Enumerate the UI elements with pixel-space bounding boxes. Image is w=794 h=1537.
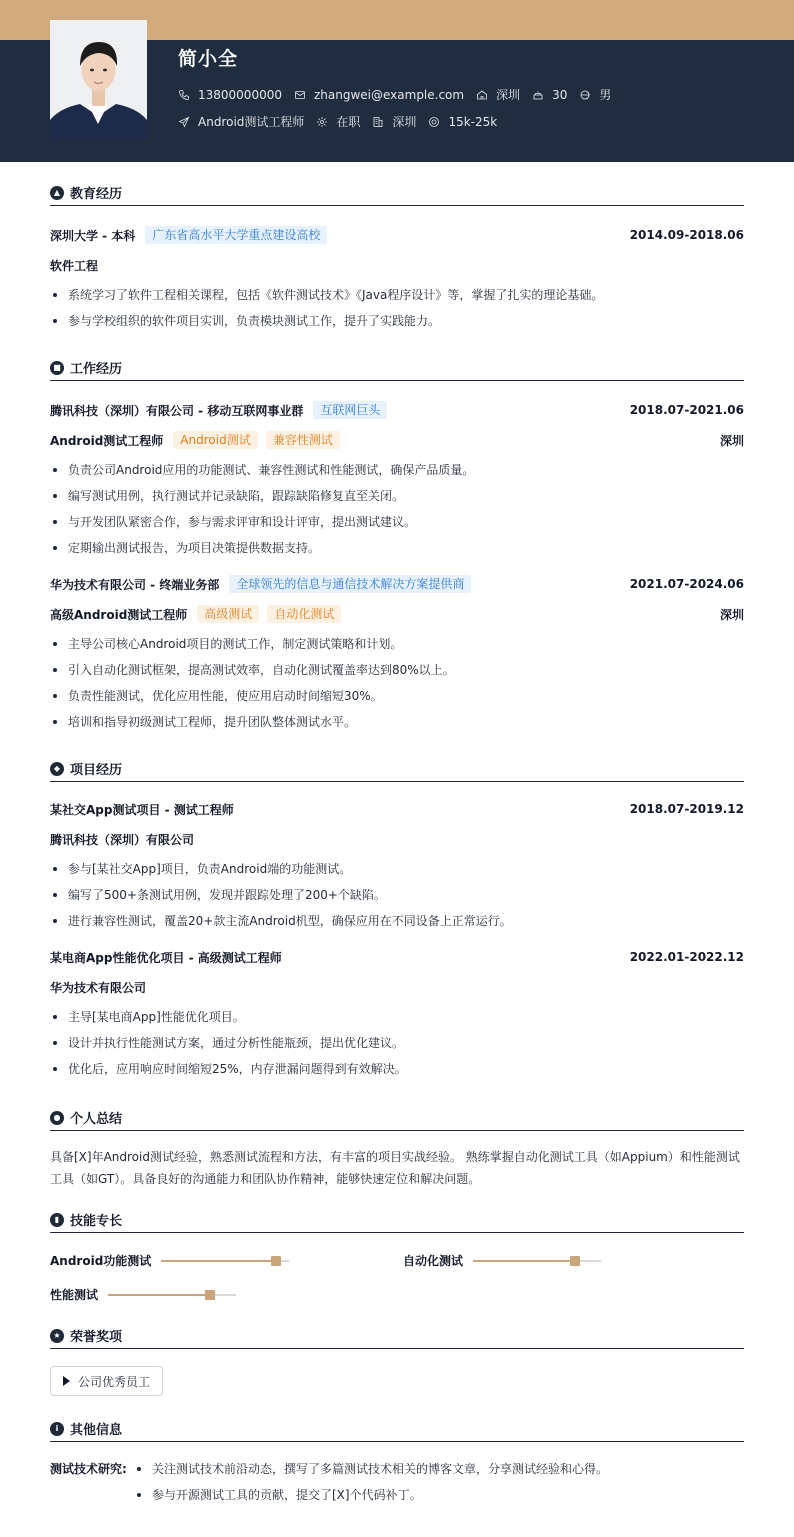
project-name: 某电商App性能优化项目 - 高级测试工程师 — [50, 950, 282, 965]
award-icon: ★ — [50, 1329, 64, 1343]
role-tag: Android测试 — [173, 431, 257, 449]
role-tag: 高级测试 — [197, 605, 259, 623]
project-date: 2018.07-2019.12 — [629, 802, 744, 816]
list-item: 参与[某社交App]项目，负责Android端的功能测试。 — [50, 856, 744, 882]
other-info-label: 测试技术研究: — [50, 1462, 127, 1476]
education-major-row — [50, 250, 744, 280]
project-date: 2022.01-2022.12 — [629, 950, 744, 964]
school-name: 深圳大学 - 本科 — [50, 228, 136, 243]
work-item — [50, 569, 744, 735]
list-item: 编写测试用例，执行测试并记录缺陷，跟踪缺陷修复直至关闭。 — [50, 483, 744, 509]
work-date: 2018.07-2021.06 — [629, 403, 744, 417]
work-date: 2021.07-2024.06 — [629, 577, 744, 591]
list-item: 与开发团队紧密合作，参与需求评审和设计评审，提出测试建议。 — [50, 509, 744, 535]
education-school-row — [50, 220, 744, 250]
education-bullets — [50, 282, 744, 334]
settings-icon — [316, 116, 328, 128]
send-icon — [178, 116, 190, 128]
skill-level-fill — [473, 1260, 575, 1262]
list-item: 参与开源测试工具的贡献，提交了[X]个代码补丁。 — [134, 1482, 608, 1508]
list-item: 优化后，应用响应时间缩短25%，内存泄漏问题得到有效解决。 — [50, 1056, 744, 1082]
section-title-text: 项目经历 — [70, 763, 123, 778]
project-name: 某社交App测试项目 - 测试工程师 — [50, 802, 234, 817]
email-value: zhangwei@example.com — [313, 87, 465, 102]
status-info — [316, 113, 360, 130]
age-info — [532, 88, 567, 102]
gender-value: 男 — [599, 88, 612, 102]
project-item — [50, 942, 744, 1082]
target-city-info — [372, 113, 416, 130]
company-name: 华为技术有限公司 - 终端业务部 — [50, 577, 220, 592]
role-name: 高级Android测试工程师 — [50, 607, 188, 622]
skill-level-handle — [205, 1290, 215, 1300]
project-bullets — [50, 1004, 744, 1082]
home-icon — [476, 89, 488, 101]
list-item: 编写了500+条测试用例，发现并跟踪处理了200+个缺陷。 — [50, 882, 744, 908]
section-title-text: 技能专长 — [70, 1214, 123, 1229]
skill-level-handle — [570, 1256, 580, 1266]
education-item — [50, 220, 744, 334]
info-icon: i — [50, 1422, 64, 1436]
list-item: 定期输出测试报告，为项目决策提供数据支持。 — [50, 535, 744, 561]
skills-list — [50, 1233, 744, 1311]
position-value: Android测试工程师 — [198, 115, 305, 129]
work-bullets — [50, 457, 744, 561]
position-info — [178, 113, 304, 130]
coin-icon — [428, 116, 440, 128]
list-item: 负责公司Android应用的功能测试、兼容性测试和性能测试，确保产品质量。 — [50, 457, 744, 483]
section-title-text: 工作经历 — [70, 362, 123, 377]
list-item: 进行兼容性测试，覆盖20+款主流Android机型，确保应用在不同设备上正常运行。 — [50, 908, 744, 934]
contact-info-row — [178, 86, 623, 103]
major-name: 软件工程 — [50, 258, 99, 273]
project-company-row — [50, 824, 744, 854]
avatar-portrait — [50, 20, 147, 140]
target-city-value: 深圳 — [392, 115, 417, 129]
list-item: 引入自动化测试框架，提高测试效率，自动化测试覆盖率达到80%以上。 — [50, 657, 744, 683]
skill-item — [50, 1252, 289, 1269]
gender-icon — [579, 89, 591, 101]
expand-triangle-icon — [63, 1376, 70, 1386]
cake-icon — [532, 89, 544, 101]
phone-icon — [178, 89, 190, 101]
phone-value: 13800000000 — [198, 87, 282, 102]
list-item: 设计并执行性能测试方案，通过分析性能瓶颈，提出优化建议。 — [50, 1030, 744, 1056]
skill-name: Android功能测试 — [50, 1254, 152, 1268]
skill-level-handle — [271, 1256, 281, 1266]
company-name: 腾讯科技（深圳）有限公司 - 移动互联网事业群 — [50, 403, 304, 418]
role-name: Android测试工程师 — [50, 433, 164, 448]
user-icon: ● — [50, 1111, 64, 1125]
section-title-other — [50, 1416, 744, 1442]
skill-item — [50, 1286, 236, 1303]
phone-info — [178, 88, 282, 102]
age-value: 30 — [552, 87, 568, 102]
award-item[interactable] — [50, 1366, 163, 1396]
section-title-awards — [50, 1323, 744, 1349]
list-item: 关注测试技术前沿动态，撰写了多篇测试技术相关的博客文章，分享测试经验和心得。 — [134, 1456, 608, 1482]
education-date: 2014.09-2018.06 — [629, 228, 744, 242]
section-title-text: 荣誉奖项 — [70, 1330, 123, 1345]
project-item — [50, 794, 744, 934]
project-company: 华为技术有限公司 — [50, 980, 147, 995]
section-title-skills — [50, 1207, 744, 1233]
job-info-row — [178, 113, 509, 130]
skill-level-bar — [108, 1294, 236, 1296]
company-tag: 全球领先的信息与通信技术解决方案提供商 — [229, 575, 471, 593]
skill-level-bar — [161, 1260, 289, 1262]
section-title-education — [50, 180, 744, 206]
section-title-work — [50, 355, 744, 381]
project-name-row — [50, 942, 744, 972]
work-location: 深圳 — [719, 433, 744, 448]
section-title-text: 其他信息 — [70, 1423, 123, 1438]
grid-icon: ◆ — [50, 762, 64, 776]
skill-item — [403, 1252, 601, 1269]
skill-level-fill — [108, 1294, 210, 1296]
bar-chart-icon: ▮ — [50, 1213, 64, 1227]
mail-icon — [294, 89, 306, 101]
work-bullets — [50, 631, 744, 735]
project-company-row — [50, 972, 744, 1002]
company-tag: 互联网巨头 — [313, 401, 387, 419]
email-info — [294, 88, 464, 102]
resume-content — [50, 180, 744, 1508]
list-item: 主导[某电商App]性能优化项目。 — [50, 1004, 744, 1030]
work-company-row — [50, 569, 744, 599]
award-name: 公司优秀员工 — [78, 1374, 151, 1389]
skill-name: 自动化测试 — [403, 1254, 464, 1268]
graduation-cap-icon: ▲ — [50, 186, 64, 200]
work-item — [50, 395, 744, 561]
work-location: 深圳 — [719, 607, 744, 622]
salary-value: 15k-25k — [448, 114, 498, 129]
skill-level-bar — [473, 1260, 601, 1262]
salary-info — [428, 115, 497, 129]
skill-name: 性能测试 — [50, 1288, 99, 1302]
city-info — [476, 86, 520, 103]
briefcase-icon: ■ — [50, 361, 64, 375]
building-icon — [372, 116, 384, 128]
list-item: 负责性能测试，优化应用性能，使应用启动时间缩短30%。 — [50, 683, 744, 709]
other-info-block — [50, 1456, 744, 1508]
list-item: 参与学校组织的软件项目实训，负责模块测试工作，提升了实践能力。 — [50, 308, 744, 334]
section-title-text: 个人总结 — [70, 1112, 123, 1127]
project-bullets — [50, 856, 744, 934]
gender-info — [579, 86, 611, 103]
section-title-projects — [50, 756, 744, 782]
school-tag: 广东省高水平大学重点建设高校 — [145, 226, 327, 244]
other-info-bullets — [134, 1456, 608, 1508]
role-tag: 兼容性测试 — [266, 431, 340, 449]
list-item: 系统学习了软件工程相关课程，包括《软件测试技术》《Java程序设计》等，掌握了扎实的理论基础。 — [50, 282, 744, 308]
list-item: 培训和指导初级测试工程师，提升团队整体测试水平。 — [50, 709, 744, 735]
work-role-row — [50, 425, 744, 455]
section-title-text: 教育经历 — [70, 187, 123, 202]
project-name-row — [50, 794, 744, 824]
profile-photo — [50, 20, 147, 140]
role-tag: 自动化测试 — [267, 605, 341, 623]
list-item: 主导公司核心Android项目的测试工作，制定测试策略和计划。 — [50, 631, 744, 657]
work-company-row — [50, 395, 744, 425]
candidate-name: 简小全 — [178, 48, 239, 70]
skill-level-fill — [161, 1260, 276, 1262]
work-role-row — [50, 599, 744, 629]
summary-text: 具备[X]年Android测试经验，熟悉测试流程和方法，有丰富的项目实战经验。 熟练掌握自动化测试工具（如Appium）和性能测试工具（如GT）。具备良好的沟通能力和团队协作精神，能够快速定位和解决问题。 — [50, 1150, 740, 1186]
status-value: 在职 — [336, 115, 361, 129]
section-title-summary — [50, 1105, 744, 1131]
project-company: 腾讯科技（深圳）有限公司 — [50, 832, 195, 847]
city-value: 深圳 — [496, 88, 521, 102]
